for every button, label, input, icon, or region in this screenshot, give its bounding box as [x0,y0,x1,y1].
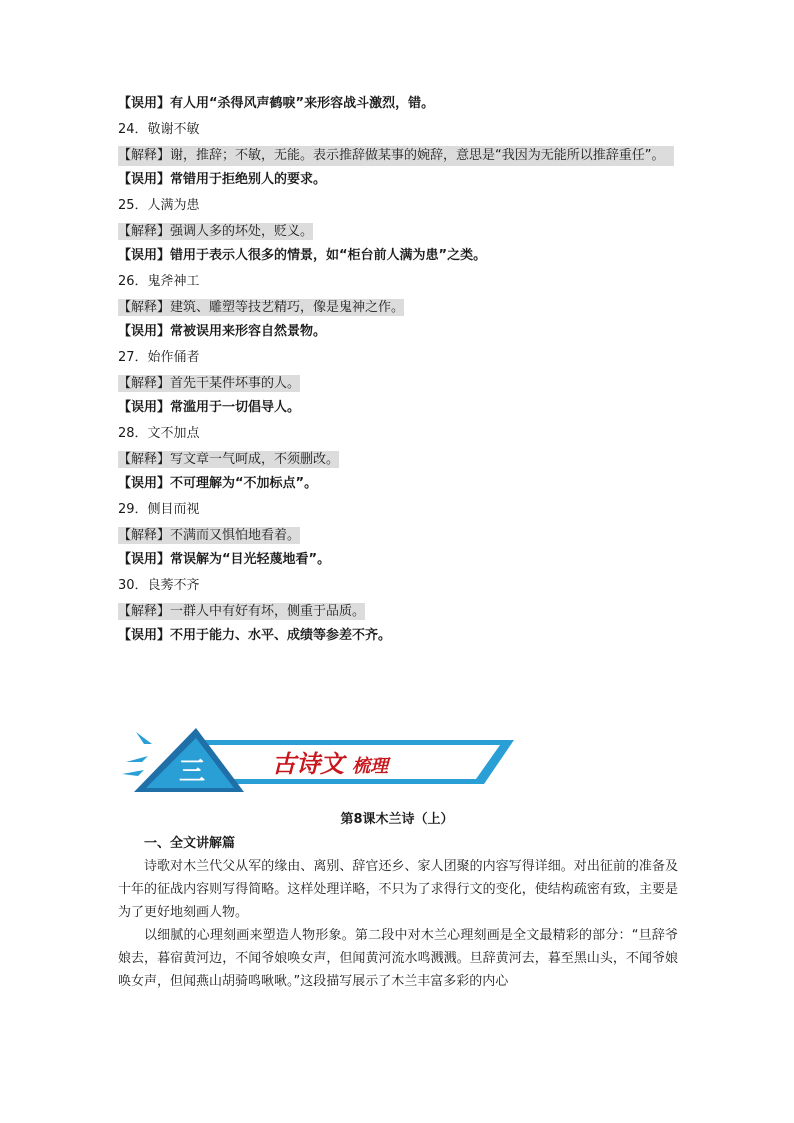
entry-term: 24．敬谢不敏 [118,122,200,137]
entry-explanation: 【解释】不满而又惧怕地看着。 [118,528,301,543]
entry-explanation: 【解释】一群人中有好有坏，侧重于品质。 [118,604,366,619]
entry-term: 25．人满为患 [118,198,200,213]
paragraph: 诗歌对木兰代父从军的缘由、离别、辞官还乡、家人团聚的内容写得详细。对出征前的准备及十年的征战内容则写得简略。这样处理详略，不只为了求得行文的变化，使结构疏密有致，主要是为了更好地刻画人物。 [118,859,678,920]
entry-term: 28．文不加点 [118,426,200,441]
entry-explanation: 【解释】建筑、雕塑等技艺精巧，像是鬼神之作。 [118,300,405,315]
misuse-23: 【误用】有人用“杀得风声鹤唳”来形容战斗激烈，错。 [118,96,435,111]
entry-explanation: 【解释】强调人多的坏处，贬义。 [118,224,314,239]
entry-term: 29．侧目而视 [118,502,200,517]
entry-30 [118,576,678,646]
entry-misuse: 【误用】常滥用于一切倡导人。 [118,400,301,415]
section-number: 三 [178,757,206,787]
streak-icon [136,732,152,744]
entry-misuse: 【误用】错用于表示人很多的情景，如“柜台前人满为患”之类。 [118,248,487,263]
entry-29 [118,500,678,570]
entry-explanation: 【解释】谢，推辞；不敏，无能。表示推辞做某事的婉辞，意思是“我因为无能所以推辞重任”。 [118,146,674,166]
streak-icon [126,756,148,762]
entry-misuse: 【误用】常错用于拒绝别人的要求。 [118,172,327,187]
banner-title-main: 古诗文 [272,749,344,778]
section-banner [122,726,522,796]
paragraph: 以细腻的心理刻画来塑造人物形象。第二段中对木兰心理刻画是全文最精彩的部分：“旦辞爷娘去，暮宿黄河边，不闻爷娘唤女声，但闻黄河流水鸣溅溅。旦辞黄河去，暮至黑山头，不闻爷娘唤女声，但闻燕山胡骑鸣啾啾。”这段描写展示了木兰丰富多彩的内心 [118,928,678,989]
entry-25 [118,196,678,266]
ribbon-inner [200,745,500,779]
banner-title-sub: 梳理 [352,756,388,777]
entry-term: 30．良莠不齐 [118,578,200,593]
chapter-body [118,832,678,993]
entry-explanation: 【解释】写文章一气呵成，不须删改。 [118,452,340,467]
entry-26 [118,272,678,342]
entry-27 [118,348,678,418]
entry-term: 26．鬼斧神工 [118,274,200,289]
entry-24 [118,120,678,190]
chapter-title: 第8课木兰诗（上） [340,812,454,827]
entry-misuse: 【误用】不可理解为“不加标点”。 [118,476,318,491]
entry-28 [118,424,678,494]
entry-term: 27．始作俑者 [118,350,200,365]
entry-misuse: 【误用】常误解为“目光轻蔑地看”。 [118,552,331,567]
section-heading: 一、全文讲解篇 [144,836,236,851]
entry-misuse: 【误用】不用于能力、水平、成绩等参差不齐。 [118,628,392,643]
entry-explanation: 【解释】首先干某件坏事的人。 [118,376,301,391]
idiom-list [118,90,678,646]
streak-icon [122,770,144,776]
entry-misuse: 【误用】常被误用来形容自然景物。 [118,324,327,339]
